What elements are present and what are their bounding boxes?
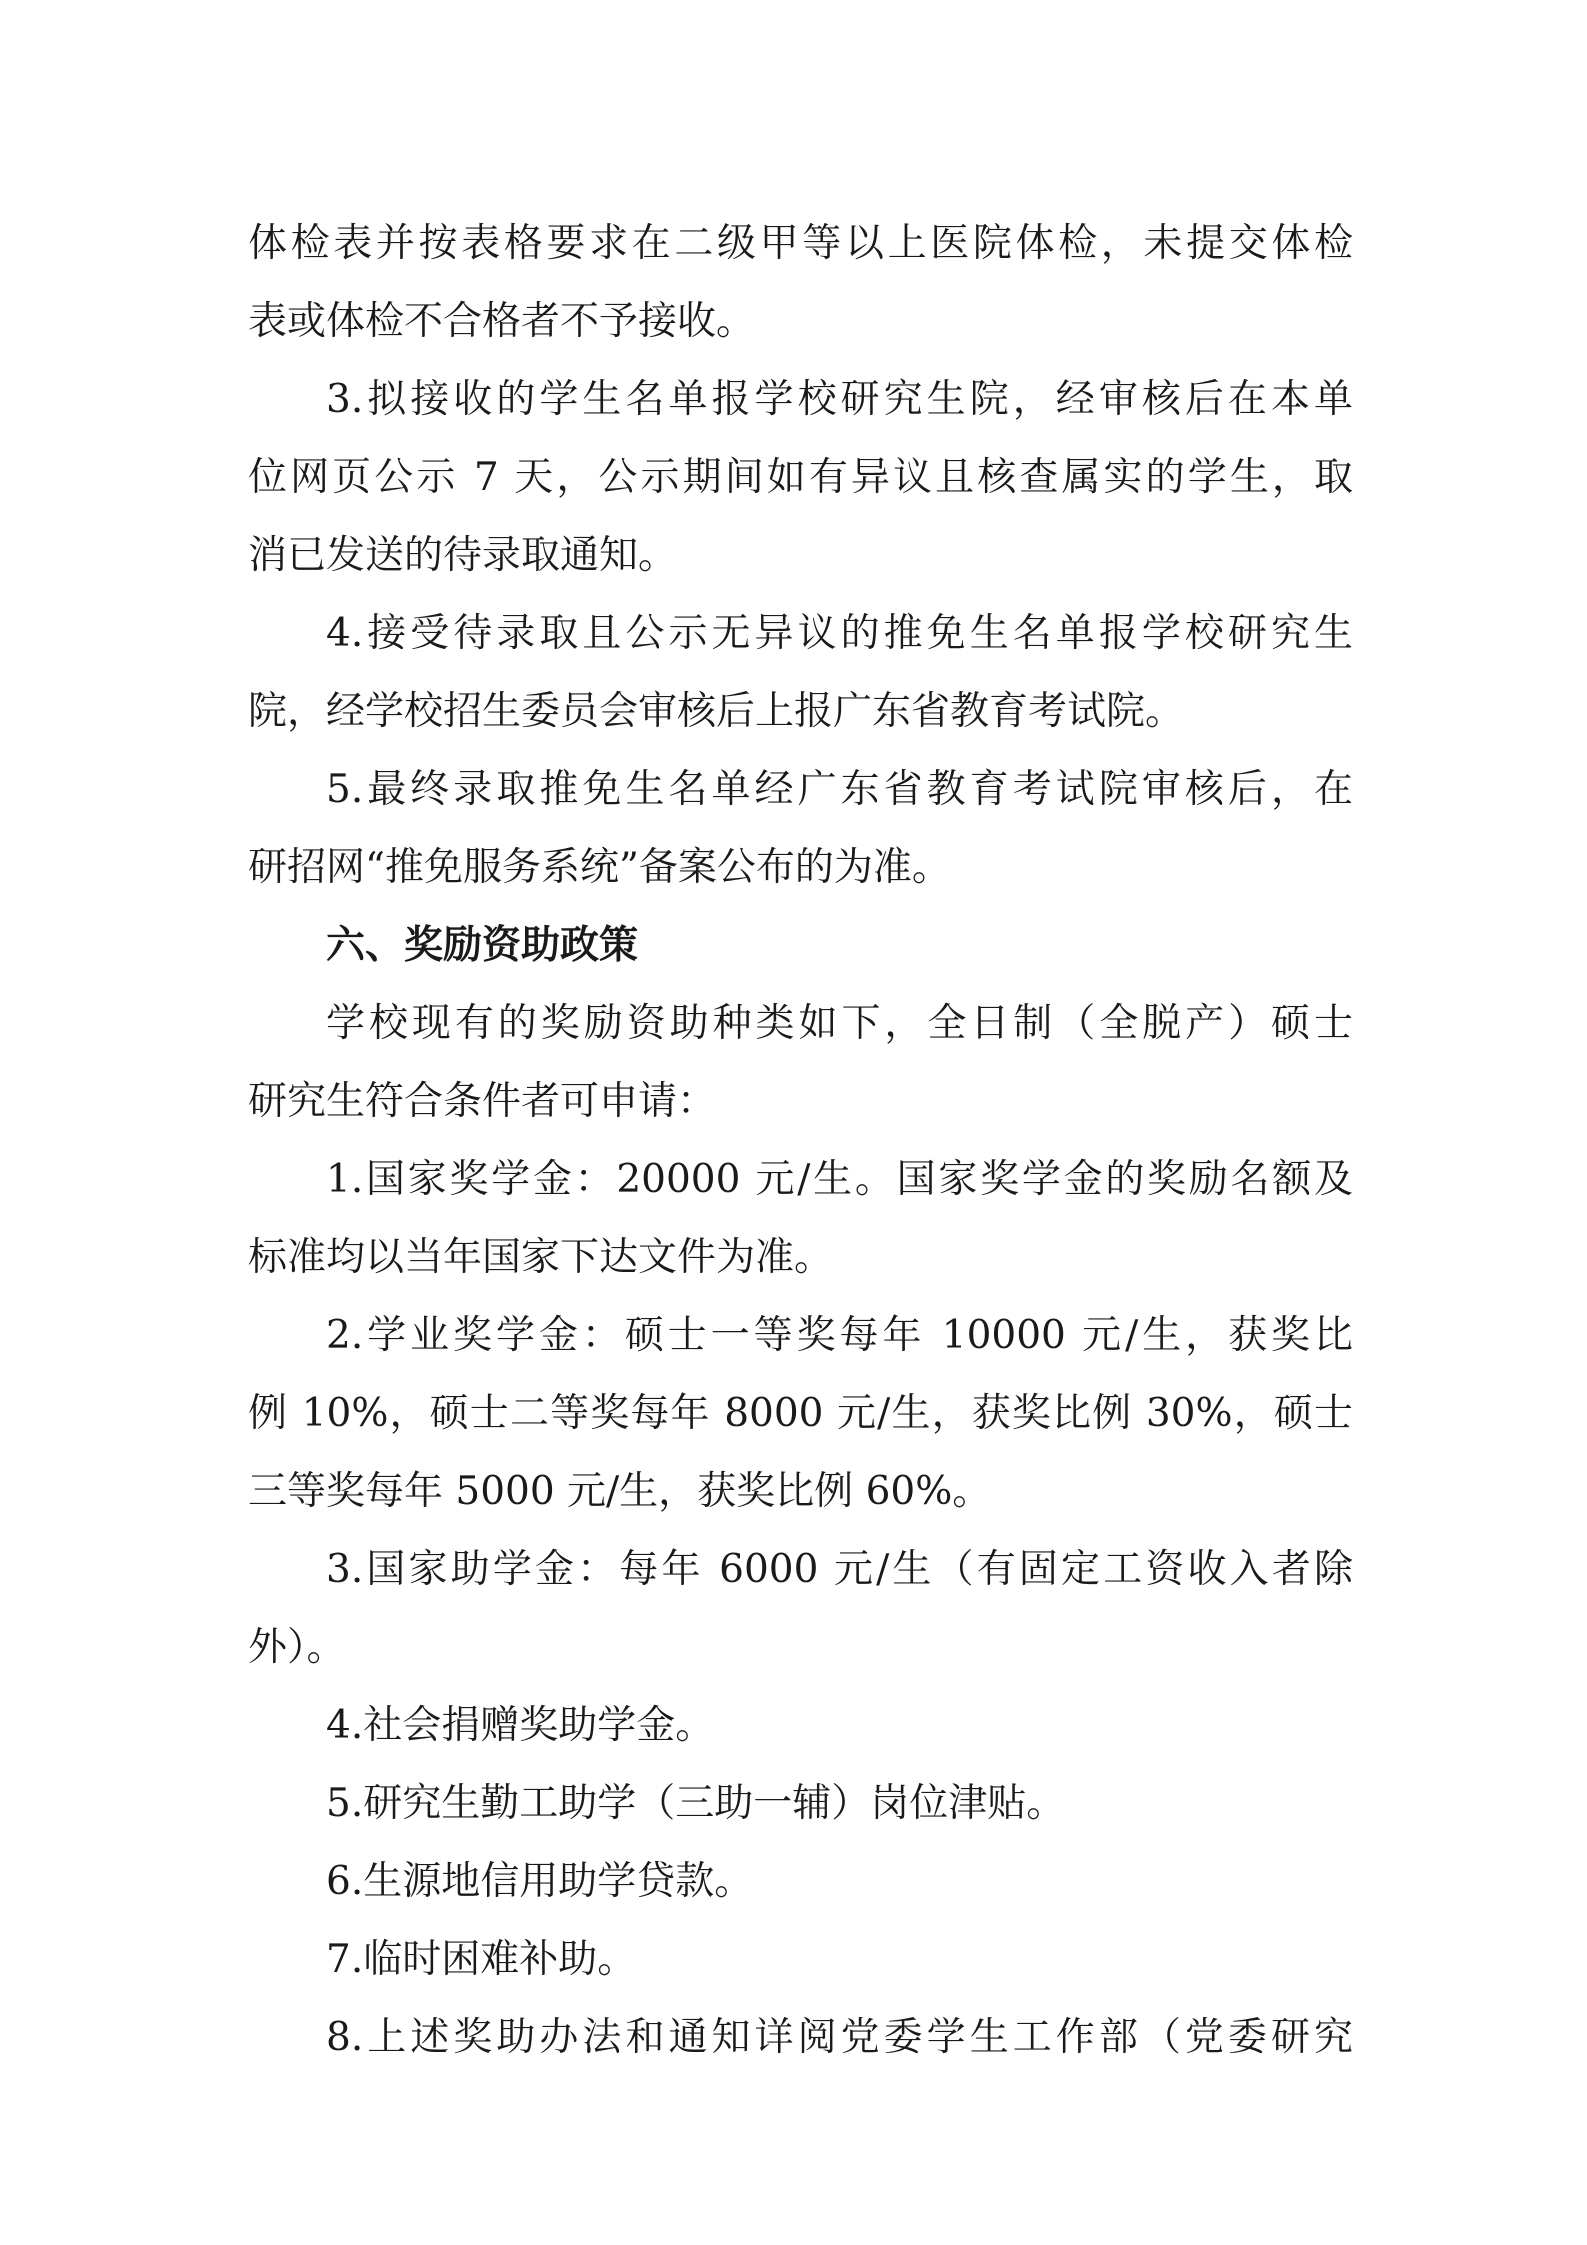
paragraph: [248, 751, 1353, 907]
paragraph: [248, 1999, 1353, 2077]
paragraph: [248, 1531, 1353, 1687]
paragraph: [248, 985, 1353, 1141]
paragraph: [248, 1921, 1353, 1999]
text-line: 三等奖每年 5000 元/生，获奖比例 60%。: [248, 1469, 992, 1514]
text-line: 院，经学校招生委员会审核后上报广东省教育考试院。: [248, 689, 1185, 734]
text-line: 学校现有的奖励资助种类如下，全日制（全脱产）硕士: [326, 1001, 1353, 1046]
paragraph: [248, 1843, 1353, 1921]
text-line: 3.国家助学金：每年 6000 元/生（有固定工资收入者除: [326, 1547, 1353, 1592]
paragraph: [248, 1297, 1353, 1531]
text-line: 3.拟接收的学生名单报学校研究生院，经审核后在本单: [326, 377, 1353, 422]
text-line: 例 10%，硕士二等奖每年 8000 元/生，获奖比例 30%，硕士: [248, 1391, 1353, 1436]
text-line: 2.学业奖学金：硕士一等奖每年 10000 元/生，获奖比: [326, 1313, 1353, 1358]
text-line: 5.研究生勤工助学（三助一辅）岗位津贴。: [326, 1781, 1066, 1826]
text-line: 1.国家奖学金：20000 元/生。国家奖学金的奖励名额及: [326, 1157, 1353, 1202]
text-line: 研招网“推免服务系统”备案公布的为准。: [248, 845, 951, 890]
text-line: 4.社会捐赠奖助学金。: [326, 1703, 715, 1748]
document-page: [248, 205, 1353, 2077]
paragraph: [248, 595, 1353, 751]
text-line: 体检表并按表格要求在二级甲等以上医院体检，未提交体检: [248, 221, 1353, 266]
text-line: 研究生符合条件者可申请：: [248, 1079, 717, 1124]
section-heading: [248, 907, 1353, 985]
paragraph: [248, 361, 1353, 595]
text-line: 8.上述奖助办法和通知详阅党委学生工作部（党委研究: [326, 2015, 1353, 2060]
text-line: 外）。: [248, 1625, 346, 1670]
text-line: 7.临时困难补助。: [326, 1937, 637, 1982]
text-line: 4.接受待录取且公示无异议的推免生名单报学校研究生: [326, 611, 1353, 656]
paragraph: [248, 1765, 1353, 1843]
text-line: 表或体检不合格者不予接收。: [248, 299, 756, 344]
paragraph: [248, 1141, 1353, 1297]
text-line: 消已发送的待录取通知。: [248, 533, 678, 578]
text-line: 5.最终录取推免生名单经广东省教育考试院审核后，在: [326, 767, 1353, 812]
text-line: 标准均以当年国家下达文件为准。: [248, 1235, 834, 1280]
paragraph: [248, 1687, 1353, 1765]
text-line: 6.生源地信用助学贷款。: [326, 1859, 754, 1904]
paragraph: [248, 205, 1353, 361]
text-line: 位网页公示 7 天，公示期间如有异议且核查属实的学生，取: [248, 455, 1353, 500]
heading-text: 六、奖励资助政策: [326, 923, 639, 968]
